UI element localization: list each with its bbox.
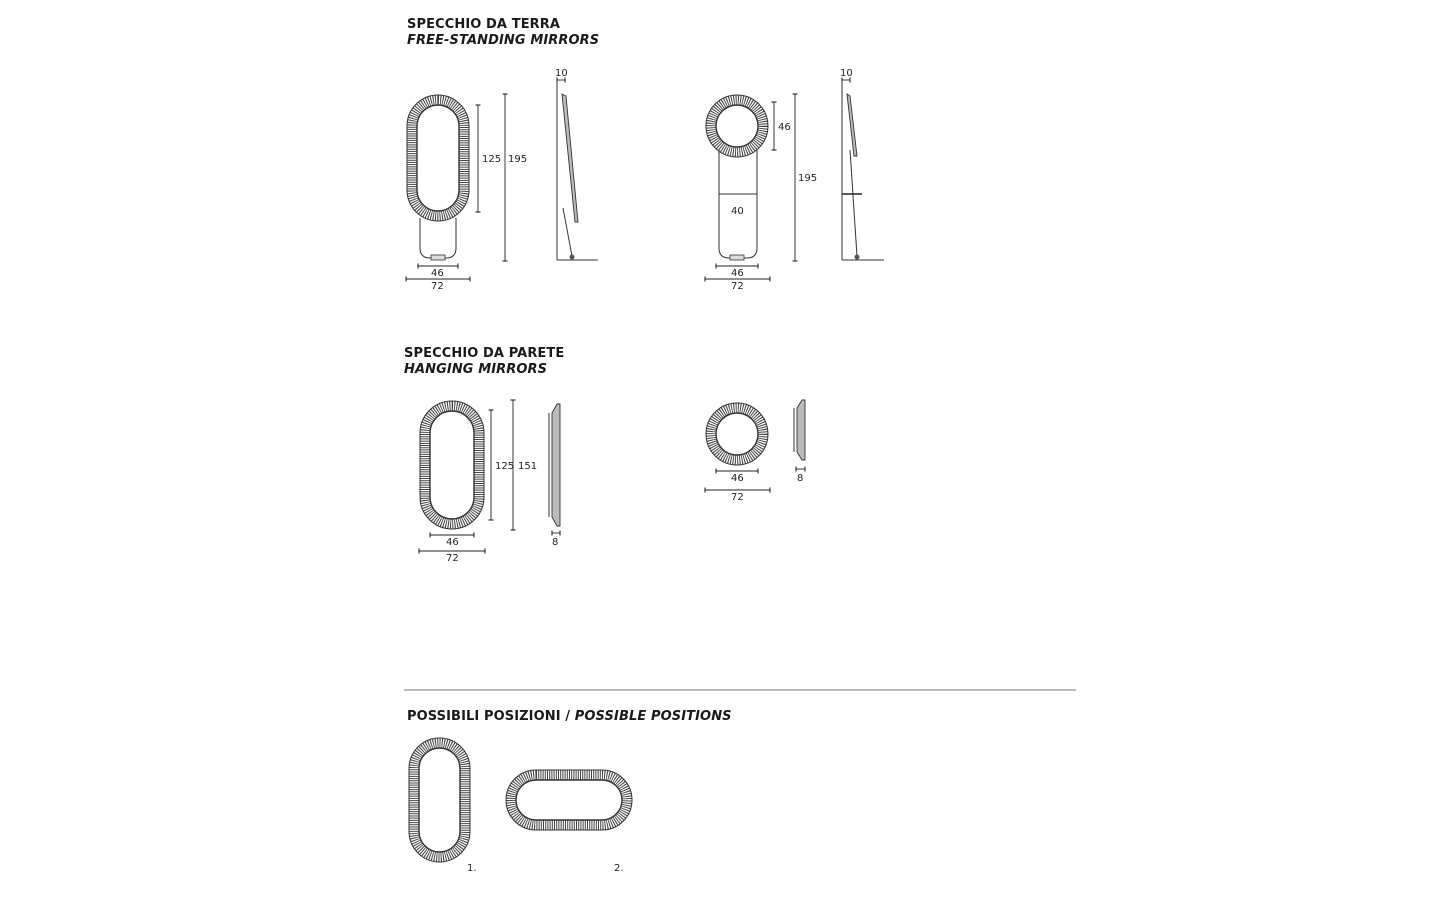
positions-separator: /: [560, 709, 575, 724]
round-standing-total-width: 72: [731, 281, 744, 292]
round-standing-dimensions: [705, 94, 817, 292]
position-2-label: 2.: [614, 863, 624, 874]
round-hanging-mirror-front: [706, 403, 768, 465]
oval-standing-mirror-front: [407, 95, 469, 260]
oval-standing-inner-height: 125: [482, 154, 502, 165]
position-vertical: [409, 738, 470, 862]
round-standing-mirror-height: 46: [778, 122, 791, 133]
oval-standing-total-width: 72: [431, 281, 444, 292]
oval-hanging-inner-width: 46: [446, 537, 459, 548]
oval-hanging-inner-height: 125: [495, 461, 515, 472]
position-horizontal: [506, 770, 632, 830]
positions-title-it: POSSIBILI POSIZIONI: [407, 709, 561, 724]
round-hanging-dimensions: [705, 471, 770, 503]
hanging-title-it: SPECCHIO DA PARETE: [404, 346, 565, 361]
round-hanging-total-width: 72: [731, 492, 744, 503]
free-standing-title-it: SPECCHIO DA TERRA: [407, 17, 561, 32]
oval-standing-mirror-side: [555, 68, 598, 260]
round-standing-depth: 10: [840, 68, 853, 79]
round-standing-base-width: 46: [731, 268, 744, 279]
round-hanging-depth: 8: [797, 473, 804, 484]
oval-hanging-mirror-front: [420, 401, 484, 529]
round-standing-mirror-front: [706, 95, 768, 260]
free-standing-title-en: FREE-STANDING MIRRORS: [407, 33, 600, 48]
round-hanging-inner-width: 46: [731, 473, 744, 484]
oval-hanging-depth: 8: [552, 537, 559, 548]
round-hanging-mirror-side: [794, 400, 805, 484]
hanging-title-en: HANGING MIRRORS: [404, 362, 548, 377]
oval-standing-total-height: 195: [508, 154, 528, 165]
position-1-label: 1.: [467, 863, 477, 874]
oval-hanging-total-width: 72: [446, 553, 459, 564]
oval-hanging-mirror-side: [549, 404, 560, 548]
oval-hanging-total-height: 151: [518, 461, 538, 472]
oval-standing-depth: 10: [555, 68, 568, 79]
oval-standing-base-width: 46: [431, 268, 444, 279]
round-standing-stand-width: 40: [731, 206, 744, 217]
round-standing-total-height: 195: [798, 173, 818, 184]
positions-title-en: POSSIBLE POSITIONS: [574, 709, 732, 724]
round-standing-mirror-side: [840, 68, 884, 260]
